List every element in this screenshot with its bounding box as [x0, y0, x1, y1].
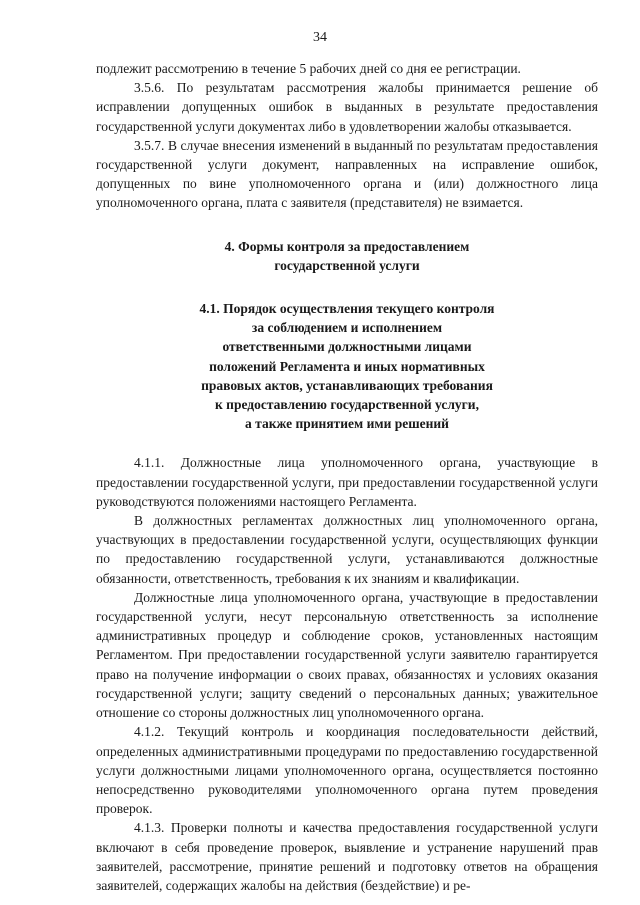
paragraph-3-5-6: 3.5.6. По результатам рассмотрения жалобы принимается решение об исправлении допущенных ошибок в выданных в результате предоставления государственной услуги документах либо в удовлетворении жалобы отказывается. — [96, 80, 598, 134]
paragraph-4-1-1-regulations: В должностных регламентах должностных лиц уполномоченного органа, участвующих в предоставлении государственной услуги, осуществляющих функции по предоставлению государственной услуги, устанавливаются должностные обязанности, ответственность, требования к их знаниям и квалификации. — [96, 513, 598, 586]
section-4-1-heading-line: положений Регламента и иных нормативных — [209, 358, 485, 374]
section-4-1-heading-line: за соблюдением и исполнением — [251, 320, 443, 336]
section-4-heading — [96, 237, 598, 275]
section-4-1-heading-line: ответственными должностными лицами — [222, 339, 472, 355]
section-4-heading-line: 4. Формы контроля за предоставлением — [224, 238, 470, 254]
section-4-1-heading — [96, 299, 598, 433]
paragraph-intro: подлежит рассмотрению в течение 5 рабочих дней со дня ее регистрации. — [96, 61, 521, 76]
paragraph-3-5-7: 3.5.7. В случае внесения изменений в выданный по результатам предоставления государственной услуги документ, направленных на исправление ошибок, допущенных по вине уполномоченного органа и (или) должностного лица уполномоченного органа, плата с заявителя (представителя) не взимается. — [96, 137, 598, 211]
section-4-1-heading-line: а также принятием ими решений — [245, 416, 449, 432]
paragraph-4-1-2: 4.1.2. Текущий контроль и координация последовательности действий, определенных административными процедурами по предоставлению государственной услуги должностными лицами уполномоченного органа, осуществляется постоянно непосредственно руководителями уполномоченного органа путем проведения проверок. — [96, 724, 598, 817]
document-body — [96, 59, 598, 895]
page-number: 34 — [313, 30, 327, 45]
section-4-1-heading-line: правовых актов, устанавливающих требования — [201, 377, 493, 393]
paragraph-4-1-3: 4.1.3. Проверки полноты и качества предоставления государственной услуги включают в себя проведение проверок, выявление и устранение нарушений прав заявителей, рассмотрение, принятие решений и подготовку ответов на обращения заявителей, содержащих жалобы на действия (бездействие) и ре- — [96, 820, 598, 893]
section-4-1-heading-line: 4.1. Порядок осуществления текущего контроля — [199, 301, 495, 317]
section-4-heading-line: государственной услуги — [274, 257, 420, 273]
paragraph-4-1-1: 4.1.1. Должностные лица уполномоченного органа, участвующие в предоставлении государственной услуги, при предоставлении государственной услуги руководствуются положениями настоящего Регламента. — [96, 455, 598, 509]
paragraph-4-1-1-responsibility: Должностные лица уполномоченного органа, участвующие в предоставлении государственной услуги, несут персональную ответственность за исполнение административных процедур и соблюдение сроков, установленных настоящим Регламентом. При предоставлении государственной услуги заявителю гарантируется право на получение информации о своих правах, обязанностях и условиях оказания государственной услуги; защиту сведений о персональных данных; уважительное отношение со стороны должностных лиц уполномоченного органа. — [96, 589, 598, 721]
section-4-1-heading-line: к предоставлению государственной услуги, — [215, 397, 479, 413]
